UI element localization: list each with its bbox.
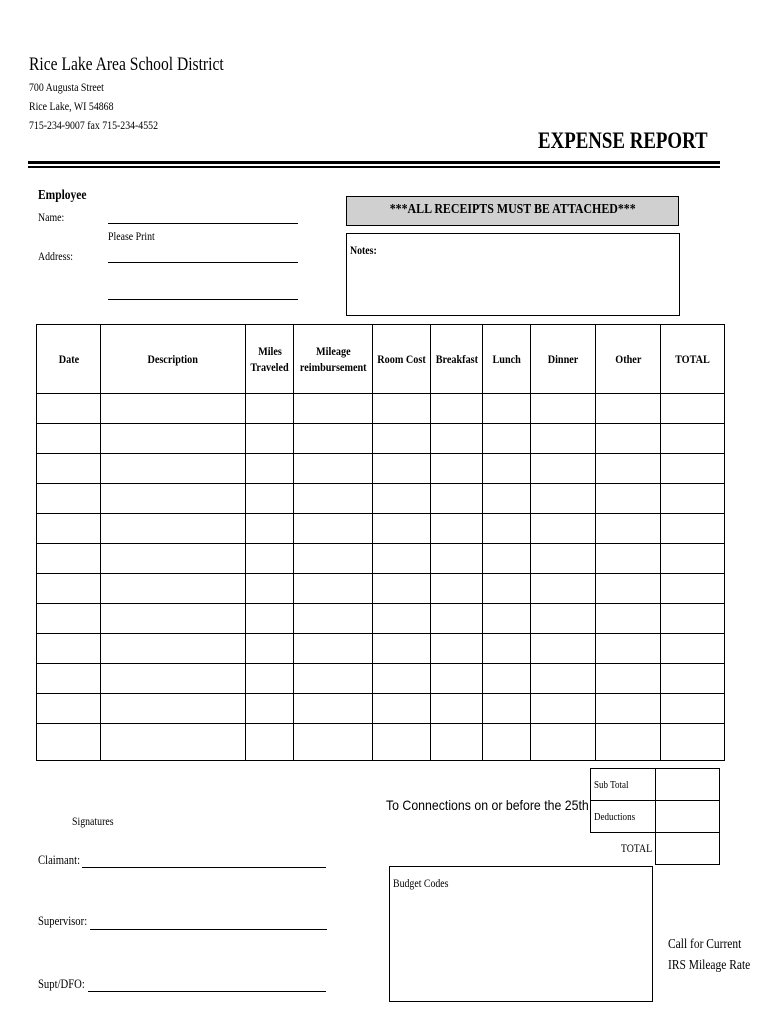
cell-lunch[interactable] bbox=[483, 724, 531, 761]
cell-lunch[interactable] bbox=[483, 574, 531, 604]
cell-other[interactable] bbox=[596, 634, 661, 664]
cell-description[interactable] bbox=[101, 634, 246, 664]
cell-room-cost[interactable] bbox=[373, 664, 431, 694]
cell-lunch[interactable] bbox=[483, 604, 531, 634]
cell-mileage-reimbursement[interactable] bbox=[294, 394, 373, 424]
cell-description[interactable] bbox=[101, 544, 246, 574]
cell-lunch[interactable] bbox=[483, 424, 531, 454]
cell-total[interactable] bbox=[661, 724, 725, 761]
district-city: Rice Lake, WI 54868 bbox=[29, 99, 114, 113]
subtotal-label: Sub Total bbox=[594, 778, 629, 791]
cell-lunch[interactable] bbox=[483, 484, 531, 514]
cell-other[interactable] bbox=[596, 484, 661, 514]
cell-room-cost[interactable] bbox=[373, 634, 431, 664]
cell-mileage-reimbursement[interactable] bbox=[294, 724, 373, 761]
cell-total[interactable] bbox=[661, 544, 725, 574]
cell-miles-traveled[interactable] bbox=[246, 544, 294, 574]
supt-label: Supt/DFO: bbox=[38, 976, 85, 991]
cell-mileage-reimbursement[interactable] bbox=[294, 694, 373, 724]
address-line-1[interactable] bbox=[108, 262, 298, 263]
cell-total[interactable] bbox=[661, 634, 725, 664]
column-header-mileage-reimbursement bbox=[294, 325, 373, 394]
signatures-heading: Signatures bbox=[72, 814, 114, 828]
deductions-row bbox=[591, 801, 720, 833]
notes-label: Notes: bbox=[350, 243, 377, 257]
receipts-banner-text: ***ALL RECEIPTS MUST BE ATTACHED*** bbox=[389, 202, 636, 217]
cell-room-cost[interactable] bbox=[373, 544, 431, 574]
table-row bbox=[37, 544, 725, 574]
cell-breakfast[interactable] bbox=[431, 514, 483, 544]
cell-mileage-reimbursement[interactable] bbox=[294, 664, 373, 694]
table-row bbox=[37, 514, 725, 544]
cell-miles-traveled[interactable] bbox=[246, 694, 294, 724]
subtotal-cell[interactable] bbox=[656, 769, 720, 801]
cell-miles-traveled[interactable] bbox=[246, 664, 294, 694]
please-print-hint: Please Print bbox=[108, 229, 155, 243]
cell-miles-traveled[interactable] bbox=[246, 634, 294, 664]
cell-lunch[interactable] bbox=[483, 544, 531, 574]
table-row bbox=[37, 724, 725, 761]
cell-other[interactable] bbox=[596, 424, 661, 454]
cell-other[interactable] bbox=[596, 454, 661, 484]
column-header-label: Date bbox=[58, 352, 79, 366]
header-rule-top bbox=[28, 161, 720, 164]
cell-other[interactable] bbox=[596, 394, 661, 424]
cell-room-cost[interactable] bbox=[373, 394, 431, 424]
cell-miles-traveled[interactable] bbox=[246, 454, 294, 484]
deductions-label: Deductions bbox=[594, 810, 636, 823]
cell-miles-traveled[interactable] bbox=[246, 484, 294, 514]
cell-date[interactable] bbox=[37, 394, 101, 424]
cell-mileage-reimbursement[interactable] bbox=[294, 544, 373, 574]
column-header-label: Lunch bbox=[492, 352, 522, 366]
cell-total[interactable] bbox=[661, 484, 725, 514]
cell-miles-traveled[interactable] bbox=[246, 604, 294, 634]
cell-description[interactable] bbox=[101, 394, 246, 424]
budget-codes-label: Budget Codes bbox=[393, 876, 449, 890]
cell-mileage-reimbursement[interactable] bbox=[294, 454, 373, 484]
column-header-label: Mileage bbox=[315, 344, 351, 358]
table-row bbox=[37, 394, 725, 424]
cell-description[interactable] bbox=[101, 574, 246, 604]
cell-total[interactable] bbox=[661, 574, 725, 604]
column-header-lunch bbox=[483, 325, 531, 394]
cell-mileage-reimbursement[interactable] bbox=[294, 604, 373, 634]
cell-description[interactable] bbox=[101, 604, 246, 634]
cell-dinner[interactable] bbox=[531, 604, 596, 634]
cell-dinner[interactable] bbox=[531, 454, 596, 484]
cell-description[interactable] bbox=[101, 514, 246, 544]
column-header-total bbox=[661, 325, 725, 394]
cell-date[interactable] bbox=[37, 454, 101, 484]
cell-total[interactable] bbox=[661, 514, 725, 544]
cell-other[interactable] bbox=[596, 724, 661, 761]
cell-date[interactable] bbox=[37, 484, 101, 514]
cell-room-cost[interactable] bbox=[373, 424, 431, 454]
district-phone: 715-234-9007 fax 715-234-4552 bbox=[29, 118, 158, 132]
cell-description[interactable] bbox=[101, 724, 246, 761]
cell-lunch[interactable] bbox=[483, 454, 531, 484]
cell-miles-traveled[interactable] bbox=[246, 574, 294, 604]
district-street: 700 Augusta Street bbox=[29, 80, 104, 94]
column-header-label: Description bbox=[147, 352, 199, 366]
supervisor-signature-line[interactable] bbox=[90, 929, 327, 930]
cell-dinner[interactable] bbox=[531, 634, 596, 664]
cell-breakfast[interactable] bbox=[431, 604, 483, 634]
cell-other[interactable] bbox=[596, 604, 661, 634]
cell-breakfast[interactable] bbox=[431, 574, 483, 604]
column-header-description bbox=[101, 325, 246, 394]
cell-date[interactable] bbox=[37, 724, 101, 761]
column-header-label: Dinner bbox=[548, 352, 579, 366]
cell-total[interactable] bbox=[661, 604, 725, 634]
cell-total[interactable] bbox=[661, 664, 725, 694]
cell-miles-traveled[interactable] bbox=[246, 394, 294, 424]
table-row bbox=[37, 454, 725, 484]
cell-description[interactable] bbox=[101, 484, 246, 514]
column-header-label: Other bbox=[615, 352, 642, 366]
grand-total-label: TOTAL bbox=[620, 841, 652, 856]
employee-heading: Employee bbox=[38, 188, 87, 203]
cell-dinner[interactable] bbox=[531, 424, 596, 454]
cell-date[interactable] bbox=[37, 634, 101, 664]
cell-mileage-reimbursement[interactable] bbox=[294, 514, 373, 544]
grand-total-cell[interactable] bbox=[656, 833, 720, 865]
table-row bbox=[37, 634, 725, 664]
totals-table bbox=[590, 768, 720, 865]
table-row bbox=[37, 424, 725, 454]
column-header-label: Traveled bbox=[250, 360, 289, 374]
cell-room-cost[interactable] bbox=[373, 724, 431, 761]
cell-total[interactable] bbox=[661, 454, 725, 484]
cell-date[interactable] bbox=[37, 574, 101, 604]
column-header-room-cost bbox=[373, 325, 431, 394]
name-label: Name: bbox=[38, 210, 65, 224]
cell-mileage-reimbursement[interactable] bbox=[294, 484, 373, 514]
cell-dinner[interactable] bbox=[531, 544, 596, 574]
column-header-label: Miles bbox=[257, 344, 282, 358]
cell-description[interactable] bbox=[101, 424, 246, 454]
cell-miles-traveled[interactable] bbox=[246, 724, 294, 761]
cell-lunch[interactable] bbox=[483, 394, 531, 424]
cell-room-cost[interactable] bbox=[373, 454, 431, 484]
cell-total[interactable] bbox=[661, 394, 725, 424]
cell-dinner[interactable] bbox=[531, 694, 596, 724]
header-rule-bottom bbox=[28, 166, 720, 168]
column-header-date bbox=[37, 325, 101, 394]
cell-room-cost[interactable] bbox=[373, 574, 431, 604]
claimant-label: Claimant: bbox=[38, 852, 81, 867]
claimant-signature-line[interactable] bbox=[82, 867, 326, 868]
cell-mileage-reimbursement[interactable] bbox=[294, 574, 373, 604]
column-header-label: Breakfast bbox=[435, 352, 479, 366]
district-name: Rice Lake Area School District bbox=[29, 54, 224, 75]
cell-other[interactable] bbox=[596, 514, 661, 544]
column-header-dinner bbox=[531, 325, 596, 394]
cell-dinner[interactable] bbox=[531, 484, 596, 514]
table-row bbox=[37, 664, 725, 694]
cell-lunch[interactable] bbox=[483, 694, 531, 724]
cell-date[interactable] bbox=[37, 694, 101, 724]
notes-box[interactable] bbox=[346, 233, 680, 316]
cell-dinner[interactable] bbox=[531, 574, 596, 604]
cell-date[interactable] bbox=[37, 514, 101, 544]
report-title: EXPENSE REPORT bbox=[538, 128, 708, 153]
table-row bbox=[37, 604, 725, 634]
cell-other[interactable] bbox=[596, 544, 661, 574]
cell-dinner[interactable] bbox=[531, 514, 596, 544]
name-line[interactable] bbox=[108, 223, 298, 224]
expense-table bbox=[36, 324, 725, 761]
cell-other[interactable] bbox=[596, 574, 661, 604]
deductions-cell[interactable] bbox=[656, 801, 720, 833]
address-label: Address: bbox=[38, 249, 73, 263]
column-header-other bbox=[596, 325, 661, 394]
cell-mileage-reimbursement[interactable] bbox=[294, 424, 373, 454]
table-row bbox=[37, 574, 725, 604]
cell-date[interactable] bbox=[37, 424, 101, 454]
cell-dinner[interactable] bbox=[531, 724, 596, 761]
cell-breakfast[interactable] bbox=[431, 724, 483, 761]
cell-date[interactable] bbox=[37, 604, 101, 634]
cell-room-cost[interactable] bbox=[373, 484, 431, 514]
cell-date[interactable] bbox=[37, 544, 101, 574]
table-row bbox=[37, 694, 725, 724]
cell-miles-traveled[interactable] bbox=[246, 424, 294, 454]
cell-lunch[interactable] bbox=[483, 634, 531, 664]
cell-mileage-reimbursement[interactable] bbox=[294, 634, 373, 664]
cell-breakfast[interactable] bbox=[431, 394, 483, 424]
cell-description[interactable] bbox=[101, 454, 246, 484]
cell-dinner[interactable] bbox=[531, 664, 596, 694]
cell-room-cost[interactable] bbox=[373, 604, 431, 634]
receipts-banner bbox=[346, 196, 679, 226]
cell-total[interactable] bbox=[661, 424, 725, 454]
cell-breakfast[interactable] bbox=[431, 454, 483, 484]
cell-description[interactable] bbox=[101, 694, 246, 724]
cell-lunch[interactable] bbox=[483, 664, 531, 694]
cell-breakfast[interactable] bbox=[431, 664, 483, 694]
cell-description[interactable] bbox=[101, 664, 246, 694]
submission-note: To Connections on or before the 25th bbox=[386, 797, 589, 813]
cell-miles-traveled[interactable] bbox=[246, 514, 294, 544]
irs-note-line-2: IRS Mileage Rate bbox=[668, 958, 751, 973]
supervisor-label: Supervisor: bbox=[38, 913, 88, 928]
cell-other[interactable] bbox=[596, 664, 661, 694]
cell-room-cost[interactable] bbox=[373, 694, 431, 724]
table-row bbox=[37, 484, 725, 514]
cell-total[interactable] bbox=[661, 694, 725, 724]
cell-breakfast[interactable] bbox=[431, 634, 483, 664]
column-header-label: TOTAL bbox=[675, 352, 711, 366]
cell-breakfast[interactable] bbox=[431, 484, 483, 514]
irs-note-line-1: Call for Current bbox=[668, 937, 742, 952]
cell-room-cost[interactable] bbox=[373, 514, 431, 544]
cell-breakfast[interactable] bbox=[431, 424, 483, 454]
cell-lunch[interactable] bbox=[483, 514, 531, 544]
grand-total-row bbox=[591, 833, 720, 865]
column-header-label: Room Cost bbox=[377, 352, 427, 366]
column-header-label: reimbursement bbox=[299, 360, 367, 374]
cell-date[interactable] bbox=[37, 664, 101, 694]
cell-dinner[interactable] bbox=[531, 394, 596, 424]
table-header-row bbox=[37, 325, 725, 394]
cell-breakfast[interactable] bbox=[431, 694, 483, 724]
column-header-breakfast bbox=[431, 325, 483, 394]
column-header-miles-traveled bbox=[246, 325, 294, 394]
cell-other[interactable] bbox=[596, 694, 661, 724]
budget-codes-box[interactable] bbox=[389, 866, 653, 1002]
supt-signature-line[interactable] bbox=[88, 991, 326, 992]
subtotal-row bbox=[591, 769, 720, 801]
address-line-2[interactable] bbox=[108, 299, 298, 300]
cell-breakfast[interactable] bbox=[431, 544, 483, 574]
